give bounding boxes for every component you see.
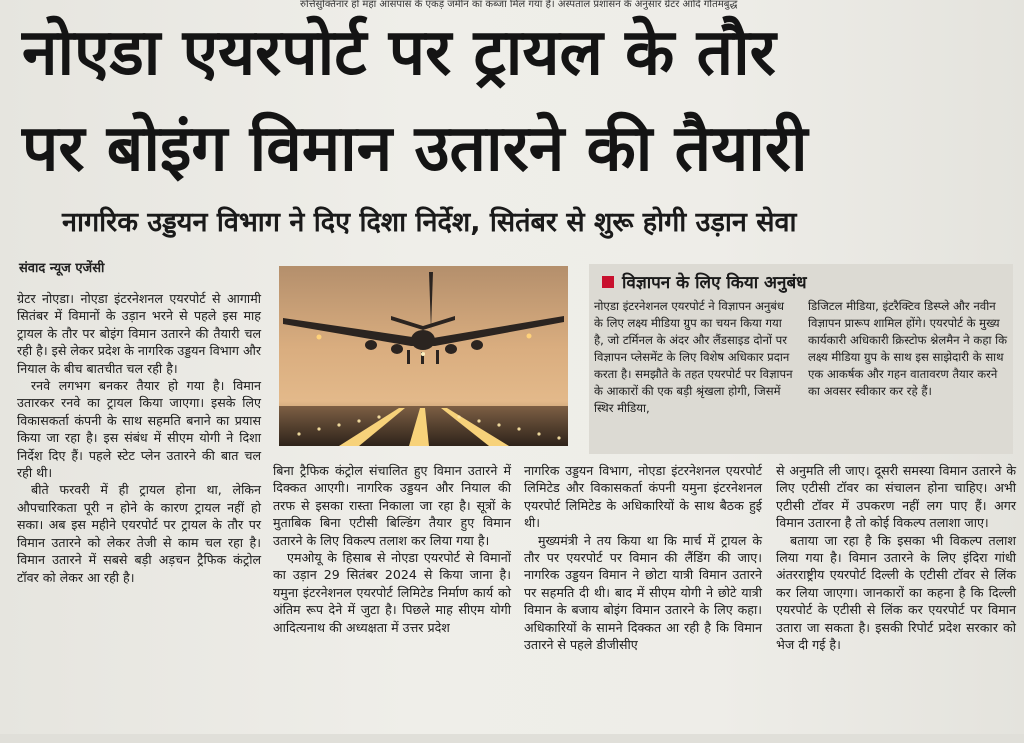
paragraph: मुख्यमंत्री ने तय किया था कि मार्च में ट्रायल के तौर पर एयरपोर्ट पर विमान की लैंडिंग की जाए। नागरिक उड्डयन विमान ने छोटा यात्री विमान उतारने पर सहमति दी थी। बाद में सीएम योगी ने छोटे यात्री विमान के बजाय बोइंग विमान उतारने के लिए कहा। अधिकारियों के सामने दिक्कत आ रही है कि विमान उतारने से पहले डीजीसीए: [524, 532, 762, 653]
subheadline: नागरिक उड्डयन विभाग ने दिए दिशा निर्देश, सितंबर से शुरू होगी उड़ान सेवा: [62, 207, 797, 238]
sidebar-column-2: डिजिटल मीडिया, इंटरैक्टिव डिस्प्ले और नवीन विज्ञापन प्रारूप शामिल होंगे। एयरपोर्ट के मुख्य कार्यकारी अधिकारी क्रिस्टोफ श्नेलमैन ने कहा कि लक्ष्य मीडिया ग्रुप के साथ इस साझेदारी के साथ एक आकर्षक और गहन वातावरण तैयार करने का अवसर स्वीकार कर रहे हैं।: [808, 299, 1008, 398]
article-column-3: [524, 462, 762, 653]
headline-line-1: नोएडा एयरपोर्ट पर ट्रायल के तौर: [22, 16, 776, 90]
paragraph: नागरिक उड्डयन विभाग, नोएडा इंटरनेशनल एयरपोर्ट लिमिटेड और विकासकर्ता कंपनी यमुना इंटरनेशनल एयरपोर्ट लिमिटेड के अधिकारियों के साथ बैठक हुई थी।: [524, 463, 762, 531]
sidebar-title-text: विज्ञापन के लिए किया अनुबंध: [622, 273, 807, 293]
byline: संवाद न्यूज एजेंसी: [19, 261, 105, 276]
paragraph: बिना ट्रैफिक कंट्रोल संचालित हुए विमान उतारने में दिक्कत आएगी। नागरिक उड्डयन और नियाल की तरफ से इसका रास्ता निकाला जा रहा है। सूत्रों के मुताबिक बिना एटीसी बिल्डिंग तैयार हुए विमान उतारने के लिए विकल्प तलाश कर लिया गया है।: [273, 463, 511, 548]
article-column-1: [17, 290, 261, 586]
article-column-4: [776, 462, 1016, 653]
paragraph: बीते फरवरी में ही ट्रायल होना था, लेकिन औपचारिकता पूरी न होने के कारण ट्रायल नहीं हो सका। अब इस महीने एयरपोर्ट पर ट्रायल के तौर पर विमान उतारने को लेकर तेजी से काम चल रहा है। विमान उतारने में सबसे बड़ी अड़चन ट्रैफिक कंट्रोल टॉवर को लेकर आ रही है।: [17, 482, 261, 585]
article-column-2: [273, 462, 511, 636]
paragraph: बताया जा रहा है कि इसका भी विकल्प तलाश लिया गया है। विमान उतारने के लिए इंदिरा गांधी अंतरराष्ट्रीय एयरपोर्ट दिल्ली के एटीसी टॉवर से लिंक कर लिया जाएगा। जानकारों का कहना है कि दिल्ली एयरपोर्ट के एटीसी से लिंक कर एयरपोर्ट पर विमान उतारा जा सकता है। इसकी रिपोर्ट प्रदेश सरकार को भेज दी गई है।: [776, 532, 1016, 653]
paragraph: ग्रेटर नोएडा। नोएडा इंटरनेशनल एयरपोर्ट से आगामी सितंबर में विमानों के उड़ान भरने से पहले इस माह ट्रायल के तौर पर बोइंग विमान उतारने की तैयारी चल रही है। इसे लेकर प्रदेश के नागरिक उड्डयन विभाग और नियाल के बीच बातचीत चल रही है।: [17, 291, 261, 376]
sidebar-title: [602, 270, 807, 293]
headline-line-2: पर बोइंग विमान उतारने की तैयारी: [22, 112, 808, 186]
paragraph: एमओयू के हिसाब से नोएडा एयरपोर्ट से विमानों का उड़ान 29 सितंबर 2024 से किया जाना है। यमुना इंटरनेशनल एयरपोर्ट लिमिटेड निर्माण कार्य को अंतिम रूप देने में जुटा है। पिछले माह सीएम योगी आदित्यनाथ की अध्यक्षता में उत्तर प्रदेश: [273, 550, 511, 635]
airplane-photo: [279, 266, 568, 446]
paragraph: रनवे लगभग बनकर तैयार हो गया है। विमान उतारकर रनवे का ट्रायल किया जाएगा। इसके लिए विकासकर्ता कंपनी के साथ सहमति बनाने का प्रयास किया जा रहा है। इस संबंध में सीएम योगी ने दिशा निर्देश दिए हैं। पहले स्टेट प्लेन उतारने की बात चल रही थी।: [17, 378, 261, 481]
page-bottom-edge: [0, 734, 1024, 743]
red-square-icon: [602, 276, 614, 288]
paragraph: से अनुमति ली जाए। दूसरी समस्या विमान उतारने के लिए एटीसी टॉवर का संचालन होना चाहिए। अभी एटीसी टॉवर में उपकरण नहीं लग पाए हैं। अगर विमान उतारना है तो कोई विकल्प तलाशा जाए।: [776, 463, 1016, 531]
previous-article-strip: रुत्तिसुक्तिनार हो महा आसपास के एकड़ जमीन का कब्जा मिल गया है। अस्पताल प्रशासन के अनुसार ग्रेटर आदि गौतमबुद्ध: [300, 0, 738, 10]
airplane-landing-image: [279, 266, 568, 446]
sidebar-column-1: नोएडा इंटरनेशनल एयरपोर्ट ने विज्ञापन अनुबंध के लिए लक्ष्य मीडिया ग्रुप का चयन किया गया है, जो टर्मिनल के अंदर और लैंडसाइड दोनों पर विज्ञापन प्लेसमेंट के लिए विशेष अधिकार प्रदान करता है। समझौते के तहत एयरपोर्ट पर विज्ञापन के आकारों की एक बड़ी श्रृंखला होगी, जिसमें स्थिर मीडिया,: [594, 299, 793, 415]
